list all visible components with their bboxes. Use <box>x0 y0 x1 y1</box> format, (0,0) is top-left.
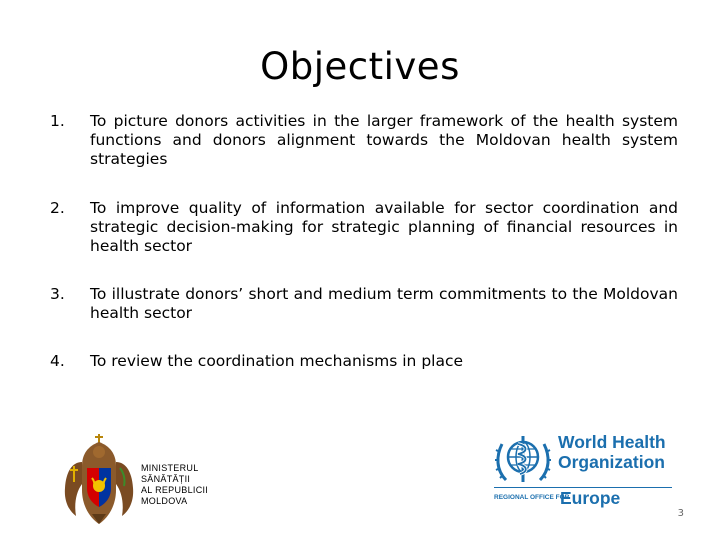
who-office-label: REGIONAL OFFICE FOR <box>494 494 570 501</box>
objective-text: To picture donors activities in the larger framework of the health system functions and donors alignment towards the Moldovan health system strategies <box>90 112 678 168</box>
ministry-line: AL REPUBLICII <box>141 485 209 495</box>
ministry-line: MOLDOVA <box>141 496 188 506</box>
moldova-coat-of-arms-icon <box>60 432 138 528</box>
who-region-label: Europe <box>560 488 621 508</box>
who-name <box>558 432 666 472</box>
ministry-line: MINISTERUL <box>141 463 199 473</box>
objective-number: 2. <box>50 199 65 217</box>
who-emblem-icon <box>494 430 552 488</box>
slide-title: Objectives <box>260 45 460 88</box>
objective-number: 3. <box>50 285 65 303</box>
ministry-line: SĂNĂTĂȚII <box>141 474 191 484</box>
who-name-line: Organization <box>558 452 665 472</box>
objective-number: 1. <box>50 112 65 130</box>
who-logo <box>492 430 682 510</box>
objective-text: To review the coordination mechanisms in place <box>90 352 464 370</box>
objective-text: To improve quality of information available for sector coordination and strategic decision-making for strategic planning of financial resources in health sector <box>90 199 678 255</box>
objective-text: To illustrate donors’ short and medium term commitments to the Moldovan health sector <box>90 285 678 322</box>
ministry-label <box>141 463 261 507</box>
who-name-line: World Health <box>558 432 666 452</box>
objective-number: 4. <box>50 352 65 370</box>
page-number: 3 <box>677 508 684 519</box>
